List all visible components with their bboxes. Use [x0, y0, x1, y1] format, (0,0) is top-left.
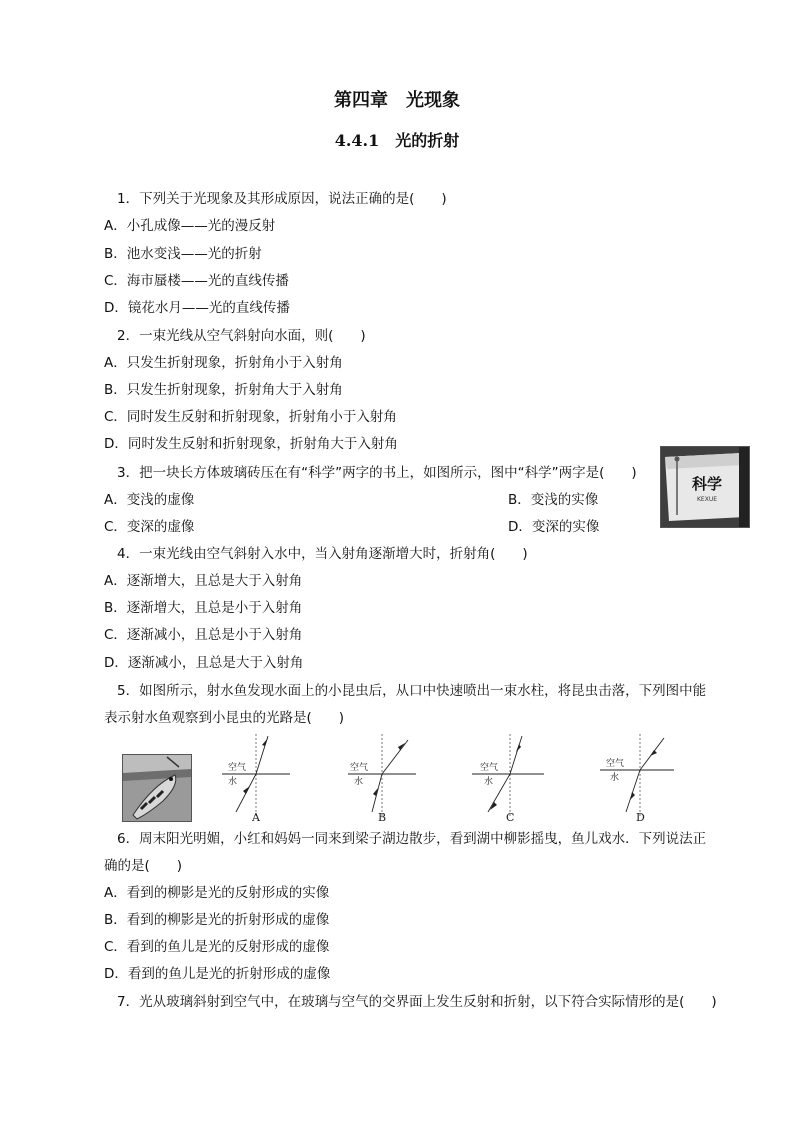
diagram-a	[202, 732, 322, 822]
question-6-option-c: C．看到的鱼儿是光的反射形成的虚像	[104, 939, 330, 955]
question-3-option-d: D．变深的实像	[508, 519, 600, 535]
diagram-d-label: D	[636, 811, 645, 822]
diagram-a-water-label: 水	[228, 777, 238, 787]
diagram-b	[328, 732, 448, 822]
glass-brick-photo	[660, 446, 750, 528]
question-2-option-a: A．只发生折射现象，折射角小于入射角	[104, 355, 343, 371]
question-1-option-d: D．镜花水月——光的直线传播	[104, 300, 290, 316]
diagram-c-water-label: 水	[484, 777, 494, 787]
question-3-stem: 3．把一块长方体玻璃砖压在有“科学”两字的书上，如图所示，图中“科学”两字是( )	[117, 465, 637, 481]
question-1-stem: 1．下列关于光现象及其形成原因，说法正确的是( )	[117, 191, 447, 207]
question-2-option-c: C．同时发生反射和折射现象，折射角小于入射角	[104, 409, 397, 425]
question-1-option-b: B．池水变浅——光的折射	[104, 246, 262, 262]
chapter-title: 第四章 光现象	[334, 90, 460, 111]
question-3-option-c: C．变深的虚像	[104, 519, 195, 535]
diagram-b-label: B	[378, 811, 387, 822]
question-4-option-a: A．逐渐增大，且总是大于入射角	[104, 573, 303, 589]
question-4-stem: 4．一束光线由空气斜射入水中，当入射角逐渐增大时，折射角( )	[117, 546, 528, 562]
diagram-d-air-label: 空气	[606, 759, 625, 769]
question-6-option-d: D．看到的鱼儿是光的折射形成的虚像	[104, 966, 331, 982]
question-6-stem-line1: 6．周末阳光明媚，小红和妈妈一同来到梁子湖边散步，看到湖中柳影摇曳，鱼儿戏水．下列说法正	[117, 831, 707, 847]
question-4-option-d: D．逐渐减小，且总是大于入射角	[104, 655, 304, 671]
diagram-b-water-label: 水	[354, 777, 364, 787]
question-6-option-a: A．看到的柳影是光的反射形成的实像	[104, 885, 330, 901]
diagram-d	[580, 732, 700, 822]
diagram-c-air-label: 空气	[480, 763, 499, 773]
diagram-b-air-label: 空气	[350, 763, 369, 773]
question-6-option-b: B．看到的柳影是光的折射形成的虚像	[104, 912, 330, 928]
question-3-option-a: A．变浅的虚像	[104, 492, 195, 508]
diagram-c	[452, 732, 572, 822]
diagram-a-air-label: 空气	[228, 763, 247, 773]
diagram-c-label: C	[506, 811, 515, 822]
archerfish-photo	[122, 754, 192, 822]
question-4-option-c: C．逐渐减小，且总是小于入射角	[104, 627, 303, 643]
question-3-option-b: B．变浅的实像	[508, 492, 599, 508]
question-5-stem-line1: 5．如图所示，射水鱼发现水面上的小昆虫后，从口中快速喷出一束水柱，将昆虫击落，下列图中能	[117, 683, 707, 699]
question-2-option-b: B．只发生折射现象，折射角大于入射角	[104, 382, 343, 398]
diagram-a-label: A	[252, 811, 260, 822]
question-2-stem: 2．一束光线从空气斜射向水面，则( )	[117, 328, 366, 344]
question-6-stem-line2: 确的是( )	[104, 858, 183, 874]
diagram-d-water-label: 水	[610, 773, 620, 783]
question-7-stem: 7．光从玻璃斜射到空气中，在玻璃与空气的交界面上发生反射和折射，以下符合实际情形的是( )	[117, 994, 717, 1010]
section-title: 4.4.1 光的折射	[334, 131, 460, 150]
question-1-option-c: C．海市蜃楼——光的直线传播	[104, 273, 289, 289]
question-1-option-a: A．小孔成像——光的漫反射	[104, 218, 276, 234]
photo-label-kexue-pinyin: KEXUE	[696, 496, 718, 503]
question-4-option-b: B．逐渐增大，且总是小于入射角	[104, 600, 303, 616]
question-2-option-d: D．同时发生反射和折射现象，折射角大于入射角	[104, 436, 398, 452]
question-5-stem-line2: 表示射水鱼观察到小昆虫的光路是( )	[104, 710, 345, 726]
photo-label-kexue: 科学	[691, 475, 723, 493]
